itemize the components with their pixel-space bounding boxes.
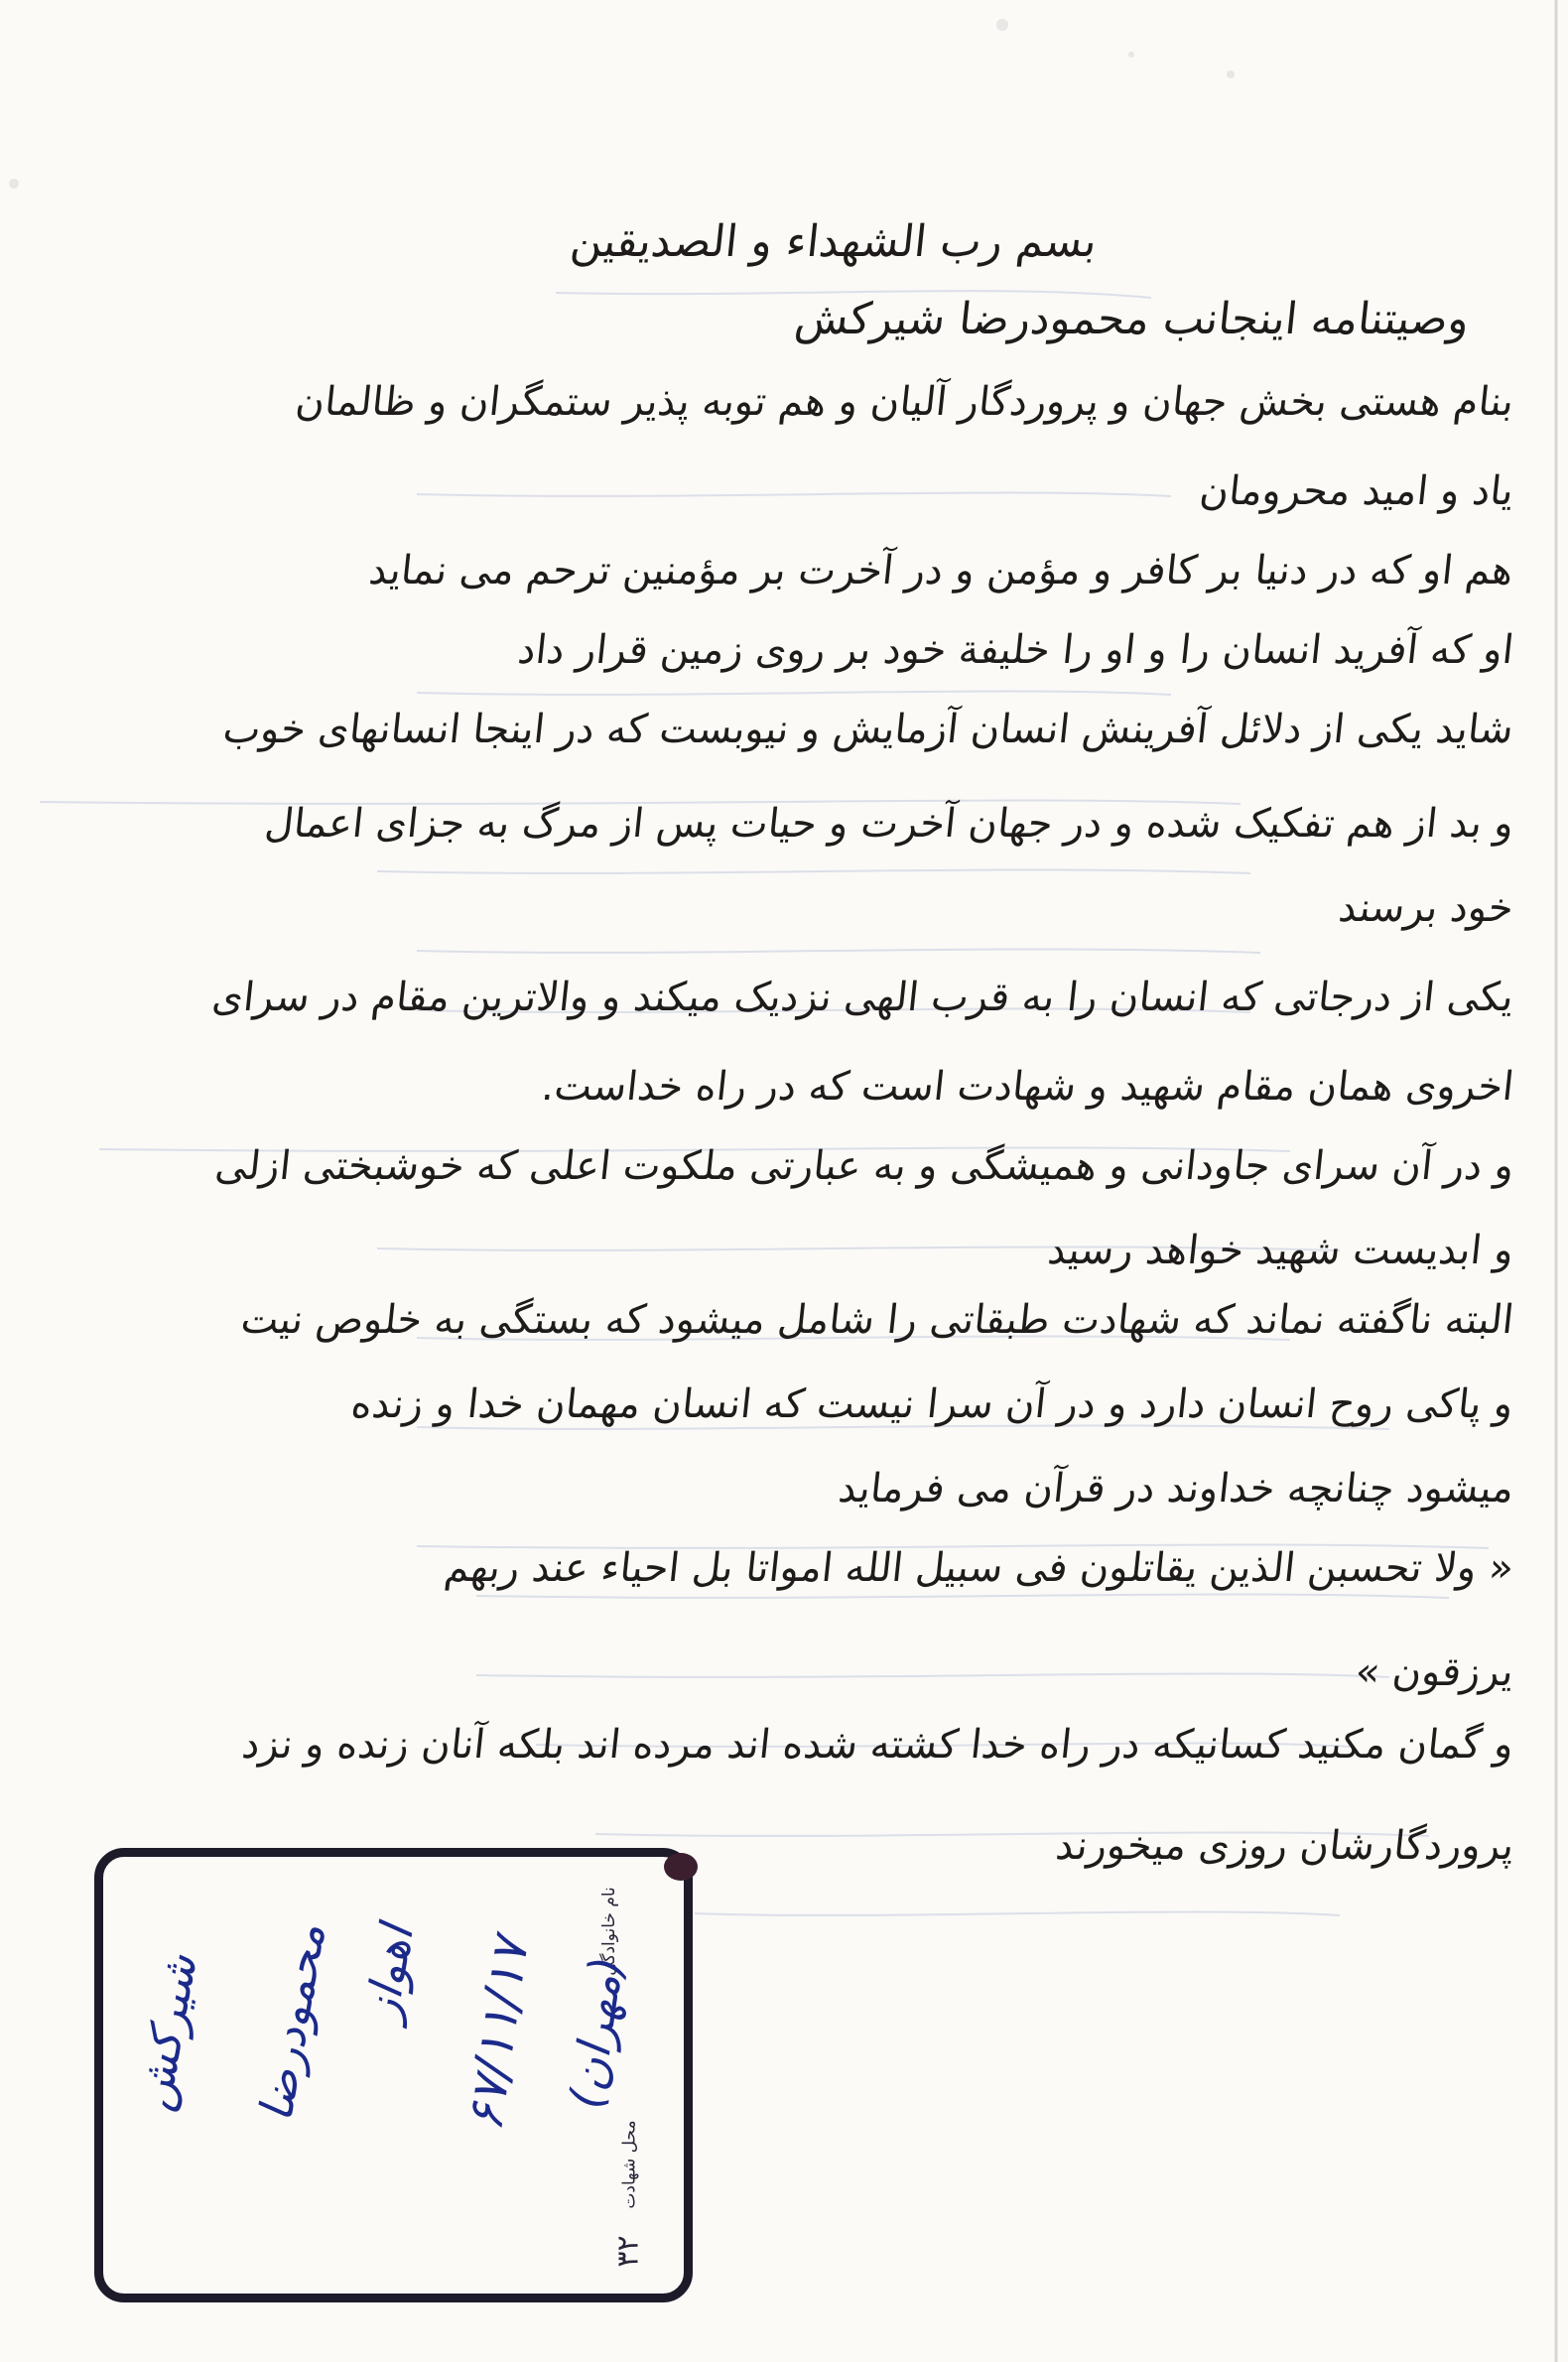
body-line-4: او که آفرید انسان را و او را خلیفة خود بر روی زمین قرار داد bbox=[515, 627, 1516, 673]
quran-verse-end: یرزقون » bbox=[1353, 1649, 1516, 1695]
body-line-5: شاید یکی از دلائل آفرینش انسان آزمایش و نیوبست که در اینجا انسانهای خوب bbox=[220, 707, 1516, 752]
stamp-first-name: محمودرضا bbox=[248, 1919, 336, 2126]
body-line-17: و گمان مکنید کسانیکه در راه خدا کشته شده اند مرده اند بلکه آنان زنده و نزد bbox=[239, 1722, 1516, 1768]
body-line-11: و ابدیست شهید خواهد رسید bbox=[1045, 1228, 1516, 1273]
body-line-12: البته ناگفته نماند که شهادت طبقاتی را شامل میشود که بستگی به خلوص نیت bbox=[238, 1297, 1516, 1343]
body-line-3: هم او که در دنیا بر کافر و مؤمن و در آخرت بر مؤمنین ترحم می نماید bbox=[367, 548, 1516, 593]
body-line-18: پروردگارشان روزی میخورند bbox=[1053, 1823, 1516, 1869]
body-line-1: بنام هستی بخش جهان و پروردگار آلیان و هم توبه پذیر ستمگران و ظالمان bbox=[293, 379, 1516, 425]
stamp-city: اهواز bbox=[353, 1921, 424, 2025]
body-line-6: و بد از هم تفکیک شده و در جهان آخرت و حیات پس از مرگ به جزای اعمال bbox=[262, 801, 1516, 847]
stamp-printed-place: محل شهادت bbox=[619, 2120, 640, 2209]
body-line-9: اخروی همان مقام شهید و شهادت است که در راه خداست. bbox=[539, 1064, 1516, 1110]
quran-verse-line: « ولا تحسبن الذین یقاتلون فی سبیل الله امواتا بل احیاء عند ربهم bbox=[442, 1545, 1516, 1591]
stamp-place: (مهران) bbox=[559, 1953, 634, 2112]
document-title: بسم رب الشهداء و الصدیقین bbox=[568, 216, 1100, 267]
document-subtitle: وصیتنامه اینجانب محمودرضا شیرکش bbox=[792, 294, 1472, 344]
stamp-printed-label: نام خانوادگی bbox=[599, 1887, 620, 1976]
stamp-surname: شیرکش bbox=[126, 1950, 207, 2115]
body-line-2: یاد و امید محرومان bbox=[1197, 468, 1516, 514]
stamp-ink-blot bbox=[664, 1853, 698, 1881]
record-stamp bbox=[94, 1848, 693, 2302]
stamp-date: ۶۷/۱۱/۱۷ bbox=[456, 1934, 540, 2135]
stamp-number: ۳۲ bbox=[610, 2235, 646, 2268]
body-line-13: و پاکی روح انسان دارد و در آن سرا نیست که انسان مهمان خدا و زنده bbox=[348, 1381, 1516, 1427]
body-line-10: و در آن سرای جاودانی و همیشگی و به عبارتی ملکوت اعلی که خوشبختی ازلی bbox=[212, 1143, 1516, 1189]
body-line-14: میشود چنانچه خداوند در قرآن می فرماید bbox=[836, 1466, 1516, 1511]
body-line-8: یکی از درجاتی که انسان را به قرب الهی نزدیک میکند و والاترین مقام در سرای bbox=[209, 975, 1516, 1020]
body-line-7: خود برسند bbox=[1336, 885, 1516, 931]
